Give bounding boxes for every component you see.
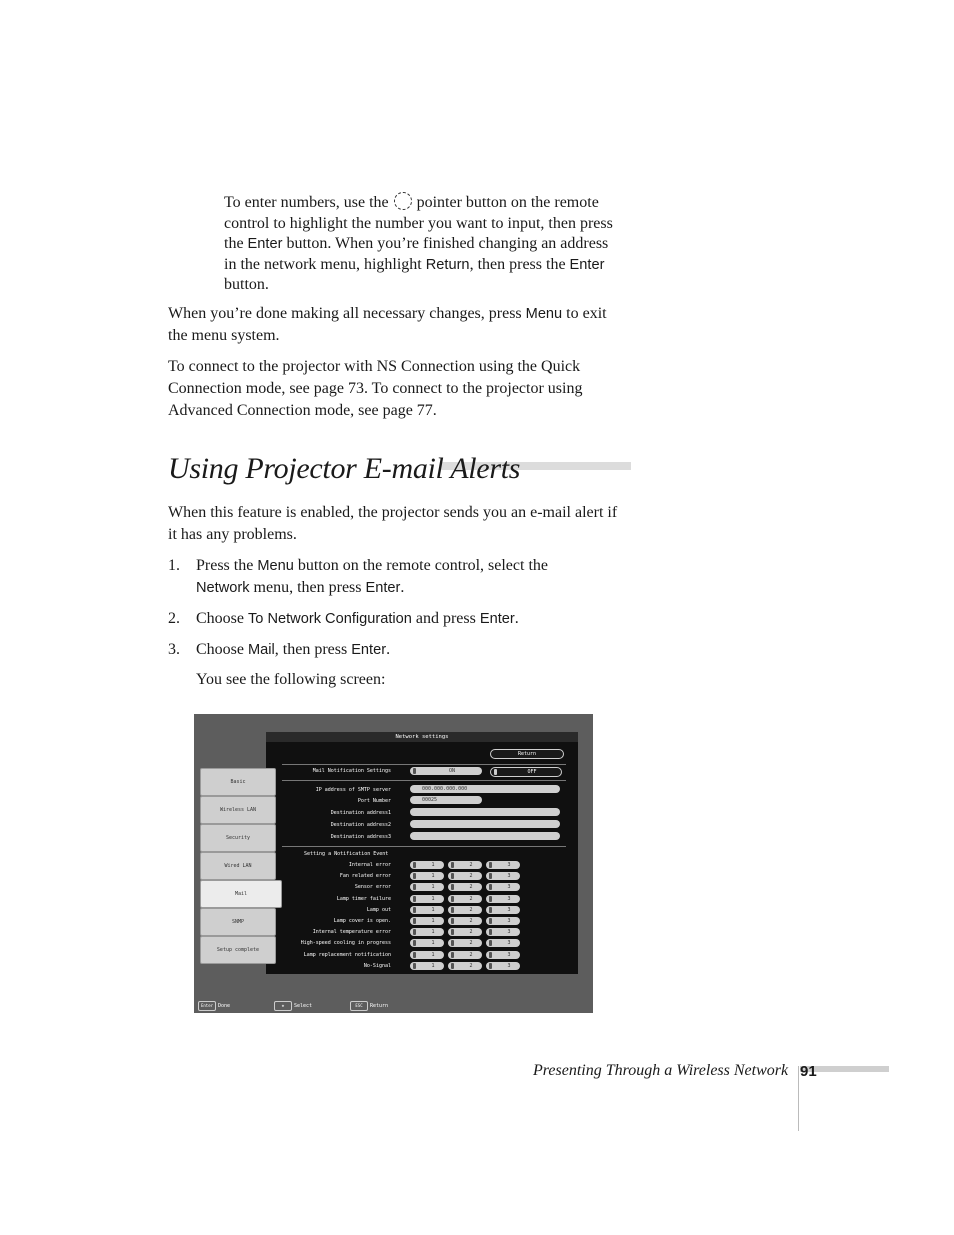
check-indicator-icon: [489, 884, 492, 890]
address-number: 3: [507, 884, 511, 891]
step-text: and press: [415, 610, 476, 627]
event-checkbox[interactable]: [486, 962, 520, 970]
radio-indicator-icon: [413, 768, 416, 774]
pointer-button-icon: [394, 192, 412, 210]
tab-label: Security: [225, 835, 251, 841]
mail-notification-off-toggle[interactable]: [490, 767, 562, 777]
event-checkbox[interactable]: [448, 861, 482, 869]
port-number-label: Port Number: [357, 798, 391, 804]
address-number: 2: [469, 929, 473, 936]
step-number: 2.: [168, 610, 180, 627]
intro-text: To connect to the projector with NS Connection using the Quick: [168, 358, 581, 375]
section-description: [168, 502, 638, 546]
network-settings-screen: [194, 714, 593, 1013]
destination-address-2-field[interactable]: [410, 820, 560, 828]
tab-wireless-lan[interactable]: [200, 796, 276, 824]
event-checkbox[interactable]: [486, 951, 520, 959]
check-indicator-icon: [489, 873, 492, 879]
address-number: 1: [431, 873, 435, 880]
enter-key-label: Enter: [479, 611, 515, 627]
check-indicator-icon: [489, 963, 492, 969]
event-label: Lamp replacement notification: [303, 951, 391, 958]
key-label: Enter: [200, 1003, 214, 1008]
event-checkbox[interactable]: [410, 895, 444, 903]
address-number: 1: [431, 884, 435, 891]
step-number: 1.: [168, 557, 180, 574]
address-number: 2: [469, 918, 473, 924]
check-indicator-icon: [451, 940, 454, 946]
event-checkbox[interactable]: [486, 872, 520, 880]
intro-text: Advanced Connection mode, see page 77.: [168, 402, 437, 419]
address-number: 2: [469, 862, 473, 868]
notification-event-header: Setting a Notification Event: [304, 851, 389, 857]
event-checkbox[interactable]: [410, 861, 444, 869]
tab-label: Mail: [234, 891, 248, 897]
tab-setup-complete[interactable]: [200, 936, 276, 964]
step-text: button on the remote control, select the: [297, 557, 548, 574]
select-arrows-icon: ✥: [274, 1001, 292, 1011]
event-checkbox[interactable]: [410, 872, 444, 880]
enter-key-label: Enter: [365, 580, 401, 596]
address-number: 2: [469, 962, 473, 969]
footer-section-title: Presenting Through a Wireless Network: [533, 1062, 789, 1079]
address-number: 2: [469, 873, 473, 880]
check-indicator-icon: [451, 952, 454, 958]
tab-label: Wired LAN: [224, 863, 252, 869]
toggle-label: ON: [448, 768, 456, 774]
intro-text: to exit: [566, 305, 607, 322]
step-text: Choose: [196, 610, 244, 627]
event-checkbox[interactable]: [448, 939, 482, 947]
step-text: , then press: [274, 641, 348, 658]
event-label: Internal temperature error: [312, 929, 391, 936]
check-indicator-icon: [413, 896, 416, 902]
address-number: 1: [431, 895, 435, 902]
address-number: 1: [431, 929, 435, 936]
check-indicator-icon: [413, 940, 416, 946]
tab-security[interactable]: [200, 824, 276, 852]
address-number: 3: [507, 929, 511, 936]
enter-key-label: Enter: [247, 236, 283, 252]
check-indicator-icon: [489, 896, 492, 902]
intro-text: To enter numbers, use the: [224, 194, 389, 211]
return-label: Return: [370, 1003, 389, 1009]
tab-wired-lan[interactable]: [200, 852, 276, 880]
event-checkbox[interactable]: [486, 861, 520, 869]
event-checkbox[interactable]: [448, 906, 482, 914]
event-label: No-Signal: [363, 962, 391, 969]
network-key-label: Network: [196, 580, 250, 596]
address-number: 2: [469, 951, 473, 958]
event-checkbox[interactable]: [486, 883, 520, 891]
tab-snmp[interactable]: [200, 908, 276, 936]
divider: [282, 764, 566, 765]
step-text: menu, then press: [253, 579, 362, 596]
check-indicator-icon: [489, 952, 492, 958]
step-number: 3.: [168, 641, 180, 658]
event-checkbox[interactable]: [448, 883, 482, 891]
check-indicator-icon: [413, 873, 416, 879]
intro-text: pointer button on the remote: [416, 194, 599, 211]
step-text: .: [386, 641, 391, 658]
address-number: 3: [507, 918, 511, 924]
tab-mail[interactable]: [200, 880, 282, 908]
check-indicator-icon: [451, 929, 454, 935]
event-label: Internal error: [348, 862, 391, 868]
list-item: [168, 608, 628, 630]
step-text: Choose: [196, 641, 244, 658]
smtp-server-label: IP address of SMTP server: [315, 787, 391, 793]
return-key-label: Return: [425, 256, 470, 273]
address-number: 3: [507, 940, 511, 947]
page-number: 91: [800, 1063, 817, 1080]
destination-address-3-label: Destination address3: [330, 834, 391, 840]
check-indicator-icon: [451, 918, 454, 924]
footer-divider: [798, 1066, 799, 1131]
check-indicator-icon: [489, 940, 492, 946]
intro-text: When you’re done making all necessary changes, press: [168, 305, 522, 322]
address-number: 1: [431, 918, 435, 924]
intro-text: the: [224, 235, 244, 252]
smtp-server-field[interactable]: [410, 785, 560, 793]
destination-address-3-field[interactable]: [410, 832, 560, 840]
address-number: 1: [431, 951, 435, 958]
event-checkbox[interactable]: [448, 928, 482, 936]
intro-paragraph-3: [168, 356, 638, 422]
list-item: [168, 555, 628, 599]
enter-key-label: Enter: [351, 642, 387, 658]
event-checkbox[interactable]: [410, 939, 444, 947]
event-checkbox[interactable]: [486, 939, 520, 947]
address-number: 3: [507, 906, 511, 913]
description-text: it has any problems.: [168, 526, 297, 543]
address-number: 2: [469, 906, 473, 913]
tab-basic[interactable]: [200, 768, 276, 796]
event-label: Lamp timer failure: [336, 895, 391, 902]
mail-notification-label: Mail Notification Settings: [312, 768, 391, 774]
address-number: 1: [431, 940, 435, 947]
event-label: Lamp cover is open.: [333, 918, 391, 924]
intro-text: button.: [224, 276, 269, 293]
event-checkbox[interactable]: [410, 962, 444, 970]
check-indicator-icon: [451, 873, 454, 879]
tab-label: SNMP: [231, 919, 245, 925]
check-indicator-icon: [489, 918, 492, 924]
mail-notification-on-toggle[interactable]: [410, 767, 482, 775]
destination-address-2-label: Destination address2: [330, 822, 391, 828]
check-indicator-icon: [451, 963, 454, 969]
event-checkbox[interactable]: [486, 895, 520, 903]
return-button[interactable]: [490, 749, 564, 759]
intro-text: button. When you’re finished changing an address: [286, 235, 609, 252]
enter-key: [198, 1001, 216, 1011]
check-indicator-icon: [413, 963, 416, 969]
address-number: 1: [431, 962, 435, 969]
tab-label: Basic: [230, 779, 246, 785]
done-label: Done: [218, 1003, 231, 1009]
check-indicator-icon: [489, 929, 492, 935]
port-number-value: 00025: [422, 797, 438, 803]
divider: [282, 846, 566, 847]
event-checkbox[interactable]: [448, 872, 482, 880]
address-number: 3: [507, 862, 511, 868]
intro-text: the menu system.: [168, 327, 280, 344]
address-number: 3: [507, 962, 511, 969]
divider: [282, 780, 566, 781]
esc-key: [350, 1001, 368, 1011]
smtp-server-value: 000.000.000.000: [422, 786, 468, 792]
return-button-label: Return: [517, 751, 537, 757]
menu-key-label: Menu: [525, 306, 563, 322]
event-checkbox[interactable]: [486, 928, 520, 936]
destination-address-1-label: Destination address1: [330, 810, 391, 816]
address-number: 3: [507, 895, 511, 902]
check-indicator-icon: [413, 952, 416, 958]
address-number: 2: [469, 895, 473, 902]
description-text: When this feature is enabled, the projector sends you an e-mail alert if: [168, 504, 618, 521]
address-number: 2: [469, 884, 473, 891]
after-steps-text: You see the following screen:: [196, 671, 386, 688]
check-indicator-icon: [413, 929, 416, 935]
event-checkbox[interactable]: [486, 917, 520, 925]
intro-paragraph-1: [224, 192, 634, 296]
radio-indicator-icon: [494, 769, 497, 775]
enter-key-label: Enter: [569, 256, 605, 273]
event-checkbox[interactable]: [448, 962, 482, 970]
intro-text: control to highlight the number you want to input, then press: [224, 214, 613, 232]
address-number: 1: [431, 862, 435, 868]
key-label: ESC: [355, 1003, 363, 1008]
tab-label: Setup complete: [216, 947, 260, 953]
step-text: .: [400, 579, 405, 596]
address-number: 3: [507, 873, 511, 880]
intro-text: in the network menu, highlight: [224, 255, 422, 273]
event-checkbox[interactable]: [410, 928, 444, 936]
event-label: High-speed cooling in progress: [300, 940, 391, 947]
check-indicator-icon: [451, 907, 454, 913]
screen-title: Network settings: [266, 732, 578, 742]
event-checkbox[interactable]: [486, 906, 520, 914]
event-checkbox[interactable]: [410, 883, 444, 891]
menu-key-label: Menu: [257, 558, 294, 574]
toggle-label: OFF: [527, 769, 537, 775]
osd-bottom-bar: [194, 998, 593, 1013]
intro-paragraph-2: [168, 303, 638, 347]
check-indicator-icon: [489, 907, 492, 913]
check-indicator-icon: [451, 884, 454, 890]
event-checkbox[interactable]: [448, 917, 482, 925]
check-indicator-icon: [413, 918, 416, 924]
check-indicator-icon: [413, 884, 416, 890]
event-label: Sensor error: [354, 884, 391, 891]
network-config-label: To Network Configuration: [248, 611, 412, 627]
intro-text: Connection mode, see page 73. To connect to the projector using: [168, 380, 583, 397]
mail-key-label: Mail: [248, 642, 275, 658]
address-number: 1: [431, 906, 435, 913]
port-number-field[interactable]: [410, 796, 482, 804]
list-item: [168, 639, 628, 661]
step-text: .: [514, 610, 519, 627]
check-indicator-icon: [413, 862, 416, 868]
check-indicator-icon: [451, 896, 454, 902]
step-text: Press the: [196, 557, 254, 574]
event-checkbox[interactable]: [448, 951, 482, 959]
event-label: Lamp out: [366, 906, 391, 913]
section-heading: Using Projector E-mail Alerts: [168, 452, 521, 485]
select-label: Select: [294, 1003, 313, 1009]
address-number: 2: [469, 940, 473, 947]
destination-address-1-field[interactable]: [410, 808, 560, 816]
event-checkbox[interactable]: [410, 917, 444, 925]
tab-label: Wireless LAN: [219, 807, 257, 813]
check-indicator-icon: [489, 862, 492, 868]
intro-text: , then press the: [469, 255, 566, 273]
address-number: 3: [507, 951, 511, 958]
event-label: Fan related error: [339, 873, 391, 880]
event-checkbox[interactable]: [448, 895, 482, 903]
check-indicator-icon: [413, 907, 416, 913]
check-indicator-icon: [451, 862, 454, 868]
event-checkbox[interactable]: [410, 906, 444, 914]
event-checkbox[interactable]: [410, 951, 444, 959]
